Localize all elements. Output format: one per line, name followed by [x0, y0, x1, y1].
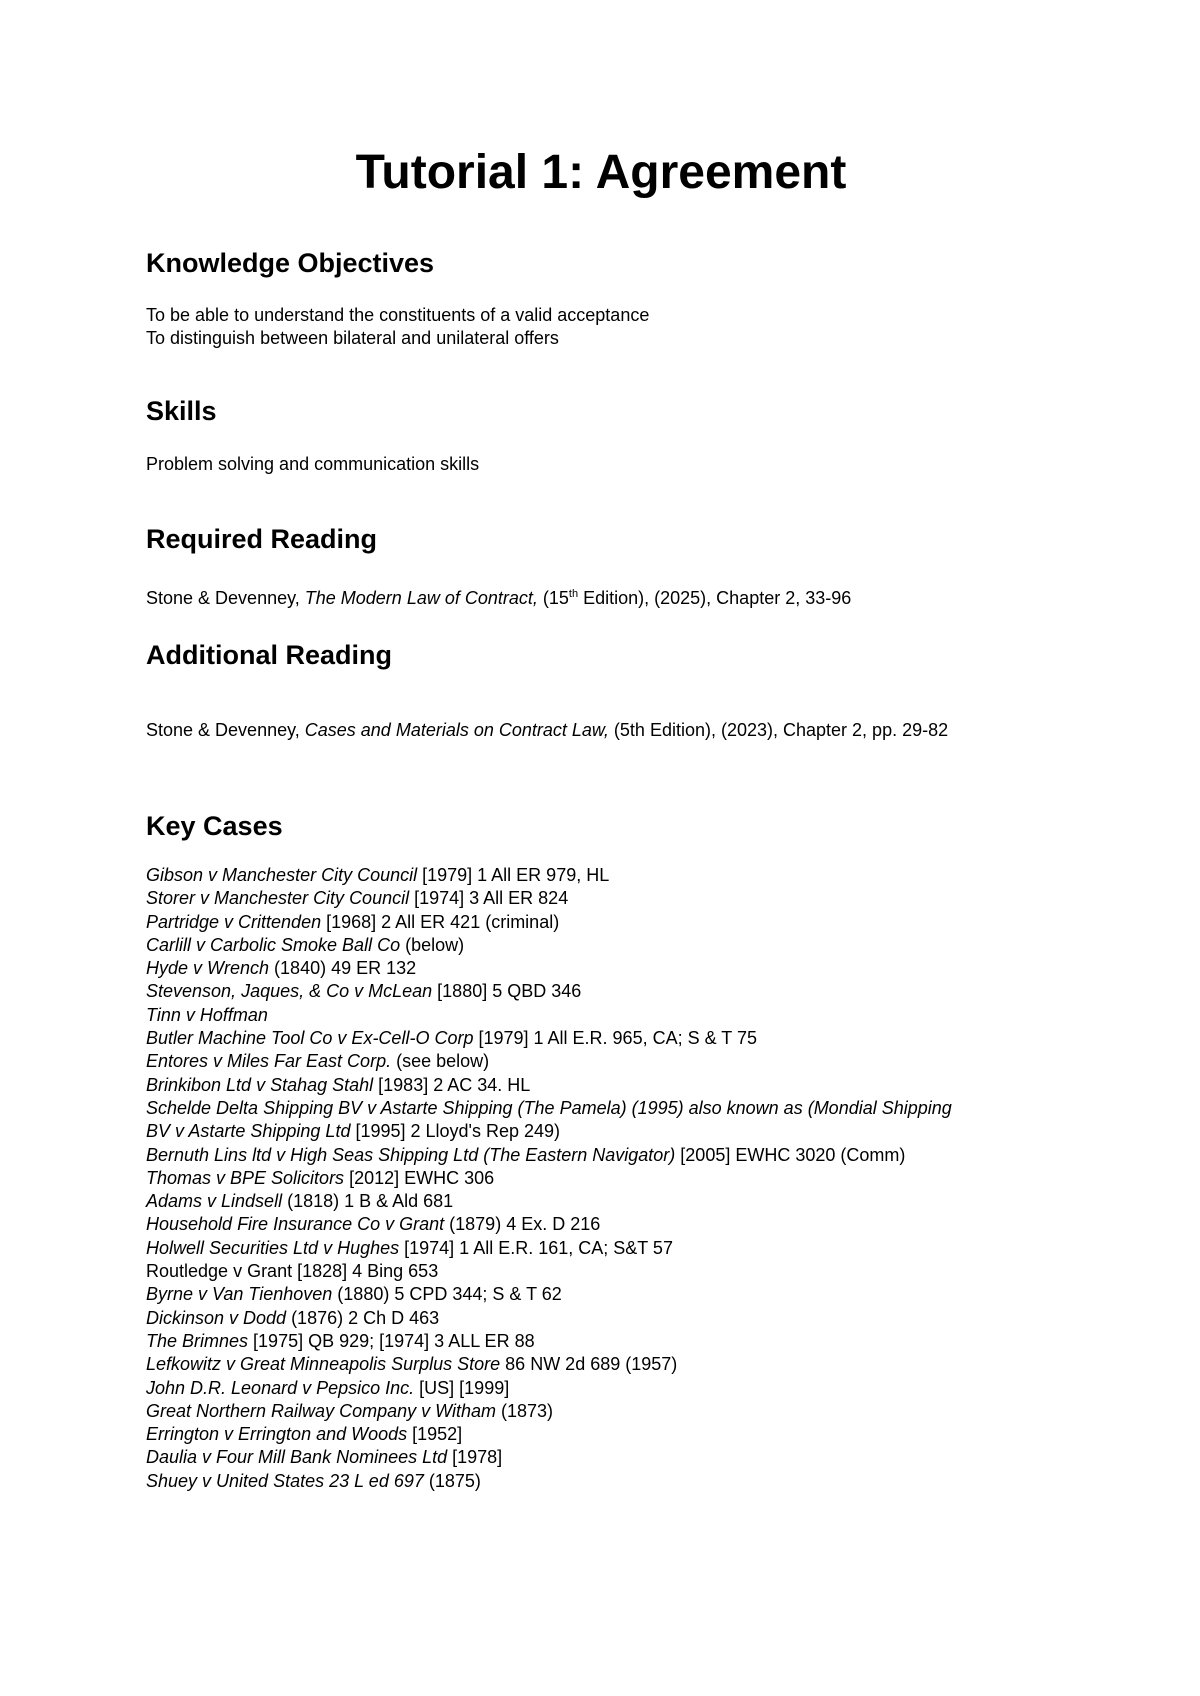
author: Stone & Devenney,: [146, 720, 305, 740]
list-item: BV v Astarte Shipping Ltd [1995] 2 Lloyd's Rep 249): [146, 1121, 561, 1142]
list-item: Holwell Securities Ltd v Hughes [1974] 1 All E.R. 161, CA; S&T 57: [146, 1237, 673, 1258]
list-item: Dickinson v Dodd (1876) 2 Ch D 463: [146, 1307, 440, 1328]
list-item: Gibson v Manchester City Council [1979] 1 All ER 979, HL: [146, 865, 610, 885]
list-item: The Brimnes [1975] QB 929; [1974] 3 ALL ER 88: [146, 1330, 535, 1351]
book-title: The Modern Law of Contract,: [304, 588, 538, 608]
citation-rest: Edition), (2025), Chapter 2, 33-96: [578, 588, 852, 608]
edition-prefix: (15: [537, 588, 569, 608]
objective-line: To be able to understand the constituents of a valid acceptance: [146, 305, 650, 325]
list-item: Butler Machine Tool Co v Ex-Cell-O Corp [1979] 1 All E.R. 965, CA; S & T 75: [146, 1028, 757, 1049]
required-reading-heading: Required Reading: [146, 524, 378, 554]
skills-text: Problem solving and communication skills: [146, 454, 480, 474]
list-item: Tinn v Hoffman: [146, 1004, 268, 1025]
list-item: Great Northern Railway Company v Witham (1873): [146, 1400, 554, 1421]
list-item: Household Fire Insurance Co v Grant (1879) 4 Ex. D 216: [146, 1214, 601, 1235]
list-item: Shuey v United States 23 L ed 697 (1875): [146, 1470, 481, 1491]
objective-line: To distinguish between bilateral and unilateral offers: [146, 328, 559, 348]
skills-heading: Skills: [146, 396, 217, 426]
list-item: Lefkowitz v Great Minneapolis Surplus Store 86 NW 2d 689 (1957): [146, 1354, 678, 1375]
additional-reading-citation: [146, 719, 948, 742]
list-item: Storer v Manchester City Council [1974] 3 All ER 824: [146, 888, 569, 909]
list-item: Brinkibon Ltd v Stahag Stahl [1983] 2 AC 34. HL: [146, 1074, 531, 1095]
citation-rest: (5th Edition), (2023), Chapter 2, pp. 29-82: [608, 720, 949, 740]
author: Stone & Devenney,: [146, 588, 305, 608]
list-item: Schelde Delta Shipping BV v Astarte Shipping (The Pamela) (1995) also known as (Mondial Shipping: [146, 1097, 952, 1118]
list-item: Hyde v Wrench (1840) 49 ER 132: [146, 958, 417, 979]
list-item: Carlill v Carbolic Smoke Ball Co (below): [146, 934, 465, 955]
list-item: Partridge v Crittenden [1968] 2 All ER 421 (criminal): [146, 911, 560, 932]
key-cases-list: [146, 864, 1076, 1493]
list-item: Adams v Lindsell (1818) 1 B & Ald 681: [146, 1191, 454, 1212]
list-item: Bernuth Lins ltd v High Seas Shipping Ltd (The Eastern Navigator) [2005] EWHC 3020 (Comm): [146, 1144, 906, 1165]
list-item: Byrne v Van Tienhoven (1880) 5 CPD 344; S & T 62: [146, 1284, 562, 1305]
additional-reading-heading: Additional Reading: [146, 640, 392, 670]
page-title: Tutorial 1: Agreement: [355, 146, 847, 199]
list-item: Daulia v Four Mill Bank Nominees Ltd [1978]: [146, 1447, 503, 1468]
list-item: Entores v Miles Far East Corp. (see below): [146, 1051, 490, 1072]
required-reading-citation: [146, 587, 851, 610]
list-item: Stevenson, Jaques, & Co v McLean [1880] 5 QBD 346: [146, 981, 582, 1002]
book-title: Cases and Materials on Contract Law,: [304, 720, 609, 740]
list-item: Errington v Errington and Woods [1952]: [146, 1424, 463, 1445]
key-cases-heading: Key Cases: [146, 811, 283, 841]
list-item: John D.R. Leonard v Pepsico Inc. [US] [1999]: [146, 1377, 510, 1398]
edition-superscript: th: [568, 588, 579, 600]
knowledge-objectives-heading: Knowledge Objectives: [146, 248, 435, 278]
list-item: Thomas v BPE Solicitors [2012] EWHC 306: [146, 1167, 495, 1188]
list-item: Routledge v Grant [1828] 4 Bing 653: [146, 1261, 439, 1282]
knowledge-objectives-list: [146, 304, 649, 350]
